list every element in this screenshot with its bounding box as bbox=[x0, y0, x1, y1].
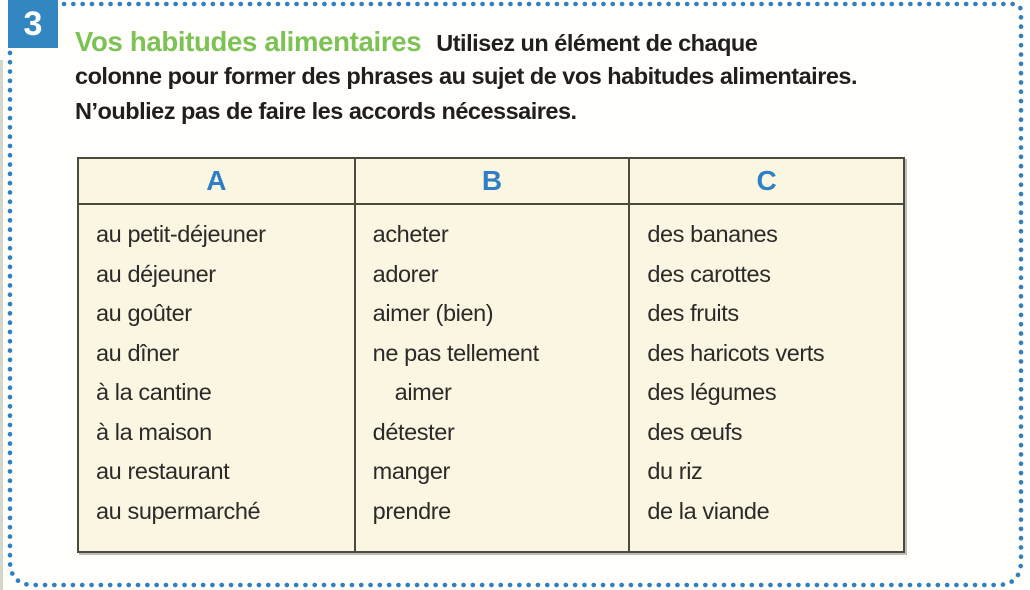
table-cell-line: des bananes bbox=[647, 221, 778, 247]
page-edge-artifact bbox=[0, 60, 3, 590]
column-header-a: A bbox=[79, 159, 354, 205]
instruction-line-1: Utilisez un élément de chaque bbox=[436, 30, 758, 56]
headline-line-1 bbox=[75, 24, 965, 59]
table-cell-line: des fruits bbox=[647, 300, 739, 326]
table-cell-line: manger bbox=[372, 458, 450, 484]
table-cell-line: des carottes bbox=[647, 260, 771, 287]
headline-block bbox=[75, 24, 965, 129]
table-cell-line: aimer (bien) bbox=[372, 300, 494, 326]
table-cell-line: au déjeuner bbox=[96, 260, 216, 287]
table-cell-line: acheter bbox=[372, 221, 449, 247]
column-b-cell bbox=[354, 205, 629, 551]
column-a-cell bbox=[79, 205, 354, 551]
table-cell-line: au dîner bbox=[96, 339, 180, 366]
table-cell-line-continuation: aimer bbox=[394, 379, 452, 405]
table-cell-line: au restaurant bbox=[96, 458, 230, 484]
table-cell-line: des œufs bbox=[647, 418, 743, 445]
choices-table bbox=[77, 157, 905, 553]
table-cell-line: du riz bbox=[647, 458, 703, 484]
table-cell-line: prendre bbox=[372, 497, 451, 524]
table-cell-line: des haricots verts bbox=[647, 339, 825, 366]
table-cell-line: adorer bbox=[372, 260, 439, 287]
exercise-number-badge bbox=[8, 0, 58, 48]
table-cell-line: au petit-déjeuner bbox=[96, 221, 266, 247]
exercise-number: 3 bbox=[23, 5, 43, 43]
table-cell-line: des légumes bbox=[647, 379, 777, 405]
table-cell-line: au goûter bbox=[96, 300, 192, 326]
column-header-c: C bbox=[628, 159, 903, 205]
column-c-cell bbox=[628, 205, 903, 551]
table-cell-line: détester bbox=[372, 418, 455, 445]
exercise-title: Vos habitudes alimentaires bbox=[75, 26, 422, 57]
instruction-line-2: colonne pour former des phrases au sujet de vos habitudes alimentaires. bbox=[75, 63, 858, 89]
table-cell-line: ne pas tellement bbox=[372, 339, 539, 366]
column-header-b: B bbox=[354, 159, 629, 205]
table-cell-line: de la viande bbox=[647, 497, 770, 524]
table-cell-line: au supermarché bbox=[96, 497, 261, 524]
table-cell-line: à la cantine bbox=[96, 379, 212, 405]
instruction-line-3: N’oubliez pas de faire les accords nécessaires. bbox=[75, 98, 577, 124]
table-cell-line: à la maison bbox=[96, 418, 212, 445]
